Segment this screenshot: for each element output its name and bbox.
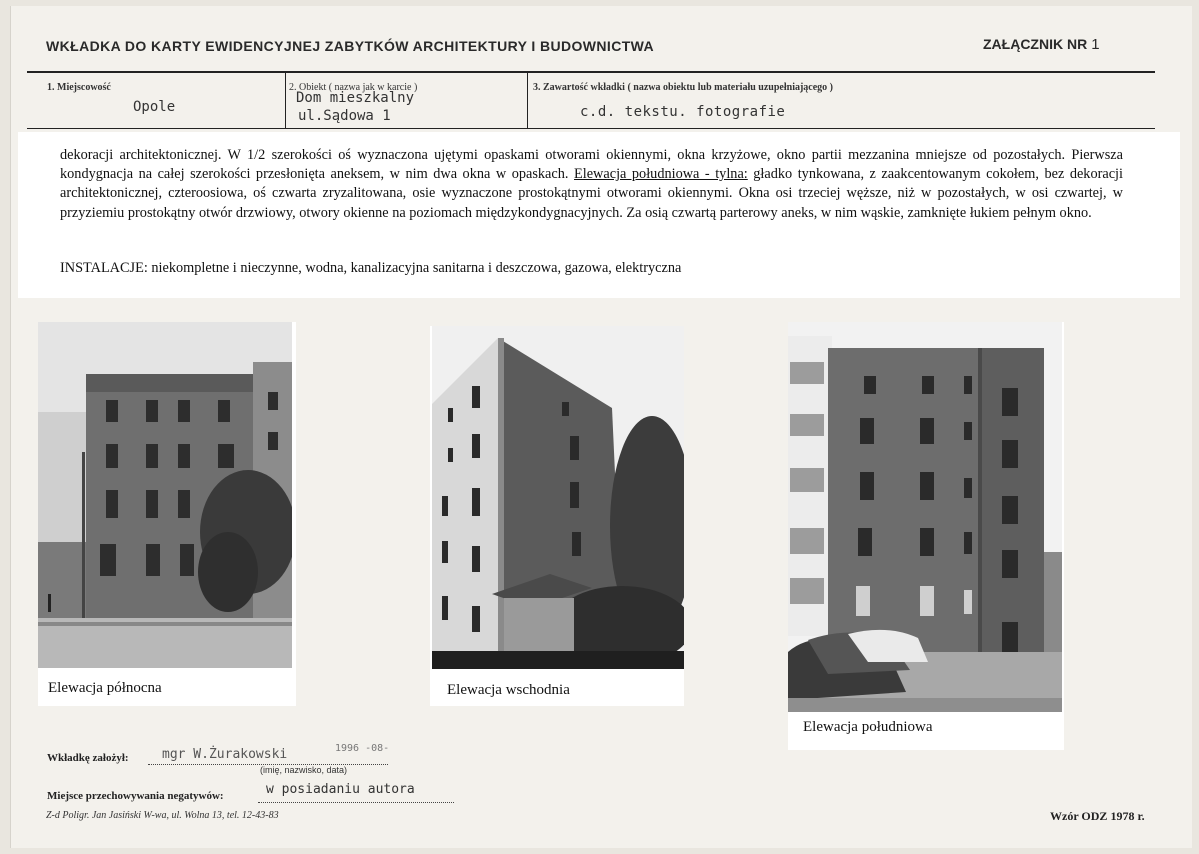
annex-number: 1	[1091, 36, 1100, 53]
field-divider-1	[285, 73, 286, 129]
object-value-line2: ul.Sądowa 1	[298, 108, 391, 124]
storage-dotted-line	[258, 802, 454, 803]
photo-east-elevation	[432, 326, 684, 669]
storage-label: Miejsce przechowywania negatywów:	[47, 790, 224, 802]
header-bottom-rule	[27, 128, 1155, 129]
header-top-rule	[27, 71, 1155, 73]
photo-north-elevation	[38, 322, 292, 668]
photo-south-image	[788, 322, 1062, 712]
caption-south: Elewacja południowa	[803, 719, 933, 735]
caption-north: Elewacja północna	[48, 680, 162, 696]
contents-label: 3. Zawartość wkładki ( nazwa obiektu lub materiału uzupełniającego )	[533, 82, 834, 93]
caption-east: Elewacja wschodnia	[447, 682, 570, 698]
installations-text: INSTALACJE: niekompletne i nieczynne, wodna, kanalizacyjna sanitarna i deszczowa, gazowa, elektryczna	[60, 260, 682, 276]
locality-label: 1. Miejscowość	[47, 82, 111, 93]
south-elevation-heading: Elewacja południowa - tylna:	[574, 166, 748, 183]
founder-label: Wkładkę założył:	[47, 752, 129, 764]
description-part2: gładko tynkowana, z zaakcentowanym cokołem, bez dekoracji architektonicznej, czteroosiowa, oś czwarta zryzalitowana, osie wyznaczone prostokątnymi otworami okiennymi. Okna osi trzeciej węższe, niż w pozostałych, w osi czwartej, w przyziemiu prostokątny otwór drzwiowy, otwory okienne na poziomach międzykondygnacyjnych. Za osią czwartą parterowy aneks, w nim wąskie, zamknięte łukiem pełnym okno.	[60, 166, 1124, 221]
annex-label-text: ZAŁĄCZNIK NR	[983, 36, 1088, 52]
locality-value: Opole	[133, 99, 176, 115]
object-label: 2. Obiekt ( nazwa jak w karcie )	[289, 82, 418, 93]
description-part1: dekoracji architektonicznej. W 1/2 szerokości oś wyznaczona ujętymi opaskami otworami okiennymi, okna krzyżowe, okno partii mezzanina mniejsze od pozostałych. Pierwsza kondygnacja na całej szerokości przesłonięta aneksem, w nim dwa okna w opaskach.	[60, 147, 1123, 183]
field-divider-2	[527, 73, 528, 129]
contents-value: c.d. tekstu. fotografie	[580, 104, 786, 120]
founder-hint: (imię, nazwisko, data)	[260, 765, 348, 775]
photo-east-image	[432, 326, 684, 669]
form-pattern: Wzór ODZ 1978 r.	[1050, 809, 1145, 823]
printer-note: Z-d Poligr. Jan Jasiński W-wa, ul. Wolna 13, tel. 12-43-83	[46, 810, 279, 821]
founder-date: 1996 -08-	[335, 743, 390, 754]
photo-south-elevation	[788, 322, 1062, 712]
storage-value: w posiadaniu autora	[266, 782, 415, 797]
founder-value: mgr W.Żurakowski	[162, 747, 288, 762]
form-title: WKŁADKA DO KARTY EWIDENCYJNEJ ZABYTKÓW ARCHITEKTURY I BUDOWNICTWA	[46, 38, 655, 54]
object-value-line1: Dom mieszkalny	[296, 90, 415, 106]
description-paragraph	[60, 146, 1123, 223]
photo-north-image	[38, 322, 292, 668]
annex-label	[983, 36, 1100, 53]
